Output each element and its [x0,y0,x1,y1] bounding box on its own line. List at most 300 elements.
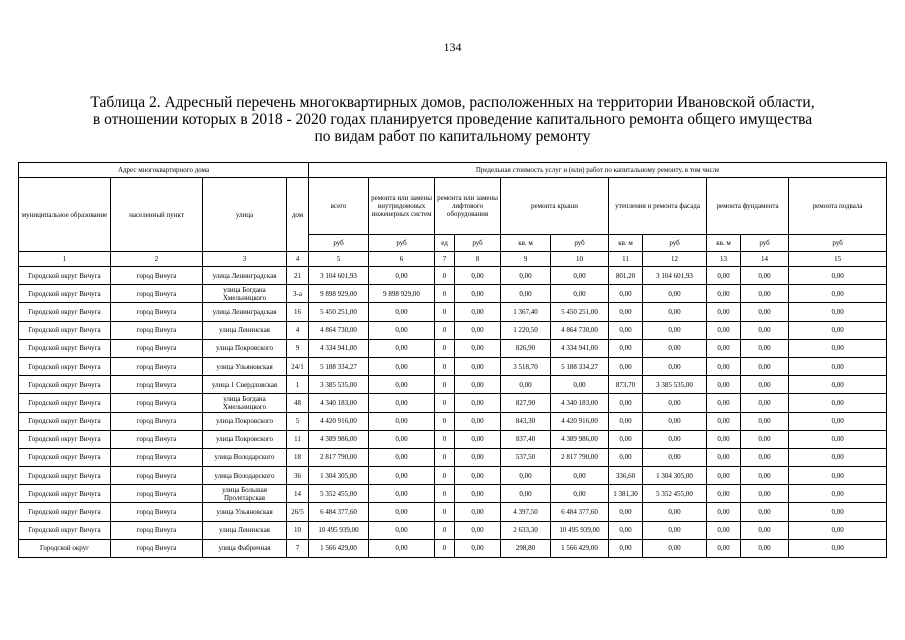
cell-elevator-cost: 0,00 [455,303,501,321]
cell-facade-area: 0,00 [609,521,643,539]
cell-municipality: Городской округ Вичуга [19,339,111,357]
cell-roof-cost: 6 484 377,60 [551,503,609,521]
cell-roof-area: 0,00 [501,485,551,503]
cell-facade-area: 0,00 [609,285,643,303]
table-row [19,503,887,521]
cell-house: 4 [287,321,309,339]
cell-house: 5 [287,412,309,430]
header-engineering: ремонта или замены внутридомовых инженерных систем [369,178,435,235]
cell-municipality: Городской округ Вичуга [19,412,111,430]
column-number-cell: 14 [741,252,789,267]
column-number-cell: 9 [501,252,551,267]
header-facade: утепления и ремонта фасада [609,178,707,235]
cell-elevator-count: 0 [435,376,455,394]
table-row [19,448,887,466]
cell-roof-cost: 4 340 183,00 [551,394,609,412]
column-number-cell: 12 [643,252,707,267]
header-municipality: муниципальное образование [19,178,111,252]
cell-facade-cost: 0,00 [643,394,707,412]
cell-house: 36 [287,467,309,485]
unit-cell: руб [789,235,887,252]
cell-roof-area: 4 397,50 [501,503,551,521]
cell-total: 4 389 986,00 [309,430,369,448]
cell-settlement: город Вичуга [111,521,203,539]
unit-cell: ед [435,235,455,252]
cell-settlement: город Вичуга [111,376,203,394]
cell-foundation-cost: 0,00 [741,285,789,303]
cell-engineering: 0,00 [369,321,435,339]
cell-facade-cost: 0,00 [643,430,707,448]
cell-total: 1 566 429,00 [309,539,369,557]
table-row [19,376,887,394]
column-number-cell: 1 [19,252,111,267]
cell-engineering: 0,00 [369,376,435,394]
header-settlement: населенный пункт [111,178,203,252]
unit-cell: руб [741,235,789,252]
cell-street: улица Покровского [203,339,287,357]
cell-house: 21 [287,267,309,285]
cell-foundation-cost: 0,00 [741,267,789,285]
cell-street: улица Ленинская [203,321,287,339]
cell-engineering: 0,00 [369,357,435,375]
cell-street: улица Ульяновская [203,503,287,521]
cell-facade-cost: 0,00 [643,357,707,375]
cell-total: 6 484 377,60 [309,503,369,521]
cell-facade-area: 0,00 [609,394,643,412]
cell-elevator-count: 0 [435,430,455,448]
cell-street: улица Ленинградская [203,267,287,285]
cell-elevator-cost: 0,00 [455,521,501,539]
cell-total: 4 864 730,00 [309,321,369,339]
cell-municipality: Городской округ [19,539,111,557]
header-cost-group: Предельная стоимость услуг и (или) работ по капитальному ремонту, в том числе [309,163,887,178]
table-row [19,539,887,557]
cell-engineering: 0,00 [369,521,435,539]
cell-foundation-area: 0,00 [707,285,741,303]
cell-foundation-cost: 0,00 [741,412,789,430]
unit-cell: руб [551,235,609,252]
header-row-columns [19,178,887,235]
cell-facade-cost: 0,00 [643,303,707,321]
cell-roof-area: 2 633,30 [501,521,551,539]
cell-engineering: 9 898 929,00 [369,285,435,303]
cell-foundation-area: 0,00 [707,321,741,339]
column-number-cell: 13 [707,252,741,267]
table-row [19,485,887,503]
header-basement: ремонта подвала [789,178,887,235]
cell-house: 3-а [287,285,309,303]
cell-elevator-cost: 0,00 [455,285,501,303]
cell-street: улица Большая Пролетарская [203,485,287,503]
cell-basement-cost: 0,00 [789,467,887,485]
table-row [19,467,887,485]
cell-street: улица Богдана Хмельницкого [203,285,287,303]
cell-foundation-cost: 0,00 [741,321,789,339]
cell-roof-area: 0,00 [501,285,551,303]
cell-facade-area: 0,00 [609,303,643,321]
cell-roof-cost: 0,00 [551,376,609,394]
cell-settlement: город Вичуга [111,539,203,557]
header-row-groups [19,163,887,178]
cell-municipality: Городской округ Вичуга [19,267,111,285]
cell-settlement: город Вичуга [111,267,203,285]
cell-foundation-cost: 0,00 [741,467,789,485]
cell-roof-area: 826,90 [501,339,551,357]
cell-basement-cost: 0,00 [789,339,887,357]
cell-house: 1 [287,376,309,394]
cell-facade-cost: 0,00 [643,521,707,539]
cell-street: улица Володарского [203,448,287,466]
cell-basement-cost: 0,00 [789,521,887,539]
cell-roof-cost: 4 864 730,00 [551,321,609,339]
header-address-group: Адрес многоквартирного дома [19,163,309,178]
cell-basement-cost: 0,00 [789,539,887,557]
table-row [19,321,887,339]
cell-roof-cost: 10 495 939,00 [551,521,609,539]
cell-total: 1 304 305,00 [309,467,369,485]
cell-facade-area: 0,00 [609,357,643,375]
column-number-cell: 6 [369,252,435,267]
cell-facade-cost: 3 104 601,93 [643,267,707,285]
cell-facade-cost: 0,00 [643,503,707,521]
cell-foundation-area: 0,00 [707,430,741,448]
cell-roof-area: 0,00 [501,267,551,285]
cell-engineering: 0,00 [369,412,435,430]
cell-facade-cost: 0,00 [643,412,707,430]
cell-foundation-cost: 0,00 [741,376,789,394]
cell-engineering: 0,00 [369,394,435,412]
cell-elevator-count: 0 [435,467,455,485]
column-number-cell: 10 [551,252,609,267]
table-title [80,94,825,145]
cell-settlement: город Вичуга [111,394,203,412]
cell-foundation-area: 0,00 [707,539,741,557]
cell-settlement: город Вичуга [111,303,203,321]
cell-elevator-cost: 0,00 [455,267,501,285]
cell-facade-area: 0,00 [609,321,643,339]
cell-foundation-area: 0,00 [707,503,741,521]
table-row [19,412,887,430]
cell-total: 4 334 941,00 [309,339,369,357]
cell-engineering: 0,00 [369,303,435,321]
cell-street: улица Ленинская [203,521,287,539]
cell-elevator-count: 0 [435,448,455,466]
header-roof: ремонта крыши [501,178,609,235]
cell-elevator-cost: 0,00 [455,448,501,466]
cell-street: улица Покровского [203,430,287,448]
table-row [19,521,887,539]
cell-total: 4 420 916,00 [309,412,369,430]
unit-cell: руб [455,235,501,252]
cell-elevator-cost: 0,00 [455,321,501,339]
table-row [19,285,887,303]
cell-facade-area: 0,00 [609,539,643,557]
cell-basement-cost: 0,00 [789,448,887,466]
cell-settlement: город Вичуга [111,485,203,503]
cell-roof-area: 827,90 [501,394,551,412]
cell-total: 10 495 939,00 [309,521,369,539]
table-row [19,339,887,357]
cell-total: 5 450 251,00 [309,303,369,321]
cell-municipality: Городской округ Вичуга [19,521,111,539]
cell-roof-cost: 4 389 986,00 [551,430,609,448]
cell-elevator-count: 0 [435,412,455,430]
cell-settlement: город Вичуга [111,448,203,466]
cell-facade-cost: 0,00 [643,539,707,557]
cell-municipality: Городской округ Вичуга [19,321,111,339]
column-number-cell: 5 [309,252,369,267]
cell-house: 10 [287,521,309,539]
cell-foundation-area: 0,00 [707,521,741,539]
cell-elevator-cost: 0,00 [455,412,501,430]
cell-roof-area: 537,50 [501,448,551,466]
cell-elevator-cost: 0,00 [455,394,501,412]
cell-roof-area: 3 518,70 [501,357,551,375]
cell-total: 3 104 601,93 [309,267,369,285]
cell-total: 5 352 455,00 [309,485,369,503]
table-row [19,430,887,448]
unit-cell: руб [643,235,707,252]
cell-roof-area: 843,30 [501,412,551,430]
cell-roof-cost: 0,00 [551,285,609,303]
cell-foundation-area: 0,00 [707,394,741,412]
cell-foundation-area: 0,00 [707,267,741,285]
cell-facade-area: 336,60 [609,467,643,485]
table-row [19,267,887,285]
table-row [19,394,887,412]
cell-municipality: Городской округ Вичуга [19,303,111,321]
cell-foundation-area: 0,00 [707,467,741,485]
unit-cell: руб [369,235,435,252]
cell-basement-cost: 0,00 [789,303,887,321]
cell-total: 5 188 334,27 [309,357,369,375]
cell-engineering: 0,00 [369,539,435,557]
cell-elevator-count: 0 [435,394,455,412]
cell-house: 26/5 [287,503,309,521]
cell-house: 9 [287,339,309,357]
cell-house: 18 [287,448,309,466]
cell-house: 48 [287,394,309,412]
column-number-cell: 8 [455,252,501,267]
cell-engineering: 0,00 [369,503,435,521]
cell-facade-cost: 3 385 535,00 [643,376,707,394]
cell-facade-area: 873,70 [609,376,643,394]
cell-foundation-area: 0,00 [707,412,741,430]
cell-foundation-cost: 0,00 [741,303,789,321]
cell-roof-cost: 5 188 334,27 [551,357,609,375]
cell-elevator-count: 0 [435,303,455,321]
cell-facade-cost: 1 304 305,00 [643,467,707,485]
cell-municipality: Городской округ Вичуга [19,503,111,521]
cell-total: 3 385 535,00 [309,376,369,394]
cell-foundation-area: 0,00 [707,376,741,394]
table-row [19,303,887,321]
cell-facade-area: 0,00 [609,339,643,357]
cell-roof-cost: 0,00 [551,485,609,503]
column-number-cell: 4 [287,252,309,267]
cell-street: улица Ленинградская [203,303,287,321]
column-number-cell: 3 [203,252,287,267]
cell-elevator-cost: 0,00 [455,503,501,521]
cell-foundation-cost: 0,00 [741,521,789,539]
cell-municipality: Городской округ Вичуга [19,357,111,375]
cell-engineering: 0,00 [369,339,435,357]
cell-elevator-count: 0 [435,485,455,503]
cell-elevator-count: 0 [435,357,455,375]
cell-elevator-cost: 0,00 [455,357,501,375]
cell-roof-area: 298,80 [501,539,551,557]
header-house: дом [287,178,309,252]
cell-roof-cost: 4 334 941,00 [551,339,609,357]
cell-basement-cost: 0,00 [789,357,887,375]
unit-cell: кв. м [707,235,741,252]
cell-elevator-count: 0 [435,267,455,285]
unit-cell: кв. м [501,235,551,252]
cell-basement-cost: 0,00 [789,321,887,339]
cell-basement-cost: 0,00 [789,503,887,521]
cell-house: 24/1 [287,357,309,375]
cell-foundation-cost: 0,00 [741,339,789,357]
cell-facade-cost: 0,00 [643,339,707,357]
header-row-numbers [19,252,887,267]
cell-settlement: город Вичуга [111,430,203,448]
cell-elevator-cost: 0,00 [455,467,501,485]
cell-house: 16 [287,303,309,321]
cell-municipality: Городской округ Вичуга [19,485,111,503]
cell-roof-cost: 1 566 429,00 [551,539,609,557]
cell-settlement: город Вичуга [111,467,203,485]
column-number-cell: 15 [789,252,887,267]
cell-roof-area: 837,40 [501,430,551,448]
cell-total: 9 898 929,00 [309,285,369,303]
cell-settlement: город Вичуга [111,503,203,521]
cell-foundation-area: 0,00 [707,303,741,321]
title-line-3: по видам работ по капитальному ремонту [314,128,591,145]
cell-facade-area: 0,00 [609,448,643,466]
cell-engineering: 0,00 [369,430,435,448]
cell-street: улица Покровского [203,412,287,430]
cell-basement-cost: 0,00 [789,394,887,412]
cell-settlement: город Вичуга [111,321,203,339]
cell-elevator-count: 0 [435,339,455,357]
cell-roof-cost: 5 450 251,00 [551,303,609,321]
cell-settlement: город Вичуга [111,412,203,430]
cell-foundation-cost: 0,00 [741,394,789,412]
cell-roof-area: 1 367,40 [501,303,551,321]
cell-facade-area: 1 381,30 [609,485,643,503]
cell-street: улица Володарского [203,467,287,485]
repair-table [18,162,887,558]
cell-facade-area: 0,00 [609,503,643,521]
cell-roof-cost: 4 420 916,00 [551,412,609,430]
cell-foundation-area: 0,00 [707,448,741,466]
cell-municipality: Городской округ Вичуга [19,285,111,303]
cell-facade-cost: 5 352 455,00 [643,485,707,503]
cell-street: улица Богдана Хмельницкого [203,394,287,412]
cell-roof-cost: 2 817 790,00 [551,448,609,466]
cell-basement-cost: 0,00 [789,430,887,448]
cell-basement-cost: 0,00 [789,285,887,303]
cell-roof-area: 0,00 [501,467,551,485]
cell-facade-area: 0,00 [609,430,643,448]
cell-engineering: 0,00 [369,467,435,485]
cell-elevator-cost: 0,00 [455,339,501,357]
cell-facade-cost: 0,00 [643,285,707,303]
header-foundation: ремонта фундамента [707,178,789,235]
header-total: всего [309,178,369,235]
cell-elevator-cost: 0,00 [455,539,501,557]
cell-basement-cost: 0,00 [789,376,887,394]
cell-basement-cost: 0,00 [789,267,887,285]
cell-roof-cost: 0,00 [551,267,609,285]
cell-foundation-cost: 0,00 [741,485,789,503]
title-line-1: Таблица 2. Адресный перечень многоквартирных домов, расположенных на территории Ивановской области, [90,94,815,111]
cell-foundation-cost: 0,00 [741,430,789,448]
cell-house: 7 [287,539,309,557]
cell-settlement: город Вичуга [111,285,203,303]
cell-foundation-cost: 0,00 [741,503,789,521]
cell-roof-area: 0,00 [501,376,551,394]
cell-total: 4 340 183,00 [309,394,369,412]
cell-basement-cost: 0,00 [789,412,887,430]
cell-municipality: Городской округ Вичуга [19,376,111,394]
cell-facade-area: 801,20 [609,267,643,285]
cell-foundation-cost: 0,00 [741,357,789,375]
cell-elevator-count: 0 [435,321,455,339]
cell-street: улица Ульяновская [203,357,287,375]
cell-facade-cost: 0,00 [643,321,707,339]
cell-roof-area: 1 220,50 [501,321,551,339]
cell-municipality: Городской округ Вичуга [19,430,111,448]
cell-elevator-count: 0 [435,503,455,521]
cell-settlement: город Вичуга [111,357,203,375]
cell-settlement: город Вичуга [111,339,203,357]
cell-total: 2 817 790,00 [309,448,369,466]
cell-municipality: Городской округ Вичуга [19,448,111,466]
header-elevator: ремонта или замены лифтового оборудования [435,178,501,235]
cell-foundation-area: 0,00 [707,339,741,357]
cell-elevator-cost: 0,00 [455,376,501,394]
cell-elevator-cost: 0,00 [455,485,501,503]
cell-street: улица Фабричная [203,539,287,557]
cell-municipality: Городской округ Вичуга [19,467,111,485]
cell-foundation-area: 0,00 [707,485,741,503]
title-line-2: в отношении которых в 2018 - 2020 годах планируется проведение капитального ремонта общего имущества [92,111,813,128]
cell-municipality: Городской округ Вичуга [19,394,111,412]
cell-foundation-area: 0,00 [707,357,741,375]
cell-basement-cost: 0,00 [789,485,887,503]
cell-house: 14 [287,485,309,503]
cell-facade-cost: 0,00 [643,448,707,466]
cell-foundation-cost: 0,00 [741,448,789,466]
page-number: 134 [443,40,462,54]
cell-elevator-cost: 0,00 [455,430,501,448]
table-row [19,357,887,375]
cell-facade-area: 0,00 [609,412,643,430]
cell-foundation-cost: 0,00 [741,539,789,557]
column-number-cell: 2 [111,252,203,267]
unit-cell: руб [309,235,369,252]
cell-elevator-count: 0 [435,539,455,557]
cell-engineering: 0,00 [369,267,435,285]
column-number-cell: 7 [435,252,455,267]
cell-elevator-count: 0 [435,521,455,539]
cell-street: улица 1 Свердловская [203,376,287,394]
cell-elevator-count: 0 [435,285,455,303]
header-street: улица [203,178,287,252]
cell-roof-cost: 0,00 [551,467,609,485]
cell-house: 11 [287,430,309,448]
